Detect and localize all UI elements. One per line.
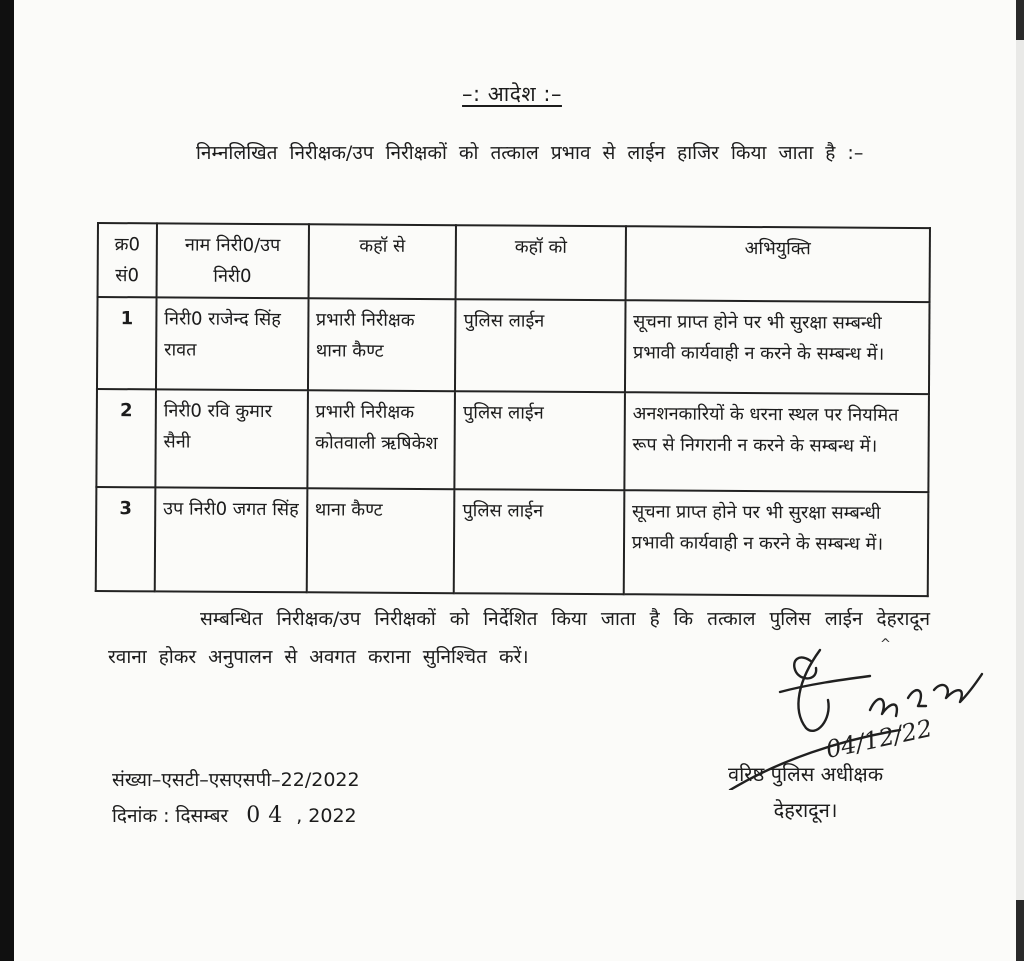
directive-paragraph: सम्बन्धित निरीक्षक/उप निरीक्षकों को निर्देशित किया जाता है कि तत्काल पुलिस लाईन देहरादून रवाना होकर अनुपालन से अवगत कराना सुनिश्चित करें। <box>108 608 930 668</box>
date-label: दिनांक : दिसम्बर <box>112 805 229 827</box>
header-remark: अभियुक्ति <box>625 226 930 302</box>
row-to: पुलिस लाईन <box>454 489 624 594</box>
signature-date: 04/12/22 <box>823 714 935 764</box>
row-name: उप निरी0 जगत सिंह <box>155 487 307 592</box>
caret-mark: ^ <box>880 637 891 652</box>
row-serial: 3 <box>96 487 156 591</box>
order-date <box>112 798 360 834</box>
table-row <box>97 297 930 394</box>
reference-number: संख्या–एसटी–एसएसपी–22/2022 <box>112 769 360 791</box>
row-from: प्रभारी निरीक्षक थाना कैण्ट <box>308 298 456 391</box>
page-edge <box>1016 0 1024 961</box>
signatory-location: देहरादून। <box>773 798 838 822</box>
row-from: थाना कैण्ट <box>306 488 454 593</box>
header-name: नाम निरी0/उप निरी0 <box>156 223 308 298</box>
table-header-row <box>98 223 930 302</box>
order-heading: –: आदेश :– <box>462 82 562 106</box>
signatory-designation: वरिष्ठ पुलिस अधीक्षक <box>728 762 884 786</box>
table-row <box>96 389 929 492</box>
row-from: प्रभारी निरीक्षक कोतवाली ऋषिकेश <box>307 390 455 489</box>
row-name: निरी0 राजेन्द सिंह रावत <box>156 297 308 390</box>
row-remark: सूचना प्राप्त होने पर भी सुरक्षा सम्बन्धी प्रभावी कार्यवाही न करने के सम्बन्ध में। <box>624 490 929 596</box>
header-serial: क्र0 सं0 <box>98 223 157 297</box>
row-name: निरी0 रवि कुमार सैनी <box>155 389 307 488</box>
date-year: , 2022 <box>296 805 357 827</box>
date-day: 04 <box>246 803 291 828</box>
table-row <box>96 487 929 596</box>
header-from: कहॉ से <box>308 224 456 299</box>
intro-paragraph: निम्नलिखित निरीक्षक/उप निरीक्षकों को तत्काल प्रभाव से लाईन हाजिर किया जाता है :– <box>196 142 864 164</box>
row-to: पुलिस लाईन <box>455 391 625 490</box>
row-to: पुलिस लाईन <box>455 299 625 392</box>
header-to: कहॉ को <box>456 225 626 300</box>
reference-block <box>112 762 360 834</box>
row-remark: सूचना प्राप्त होने पर भी सुरक्षा सम्बन्धी प्रभावी कार्यवाही न करने के सम्बन्ध में। <box>625 300 930 394</box>
row-serial: 2 <box>96 389 156 487</box>
row-remark: अनशनकारियों के धरना स्थल पर नियमित रूप से निगरानी न करने के सम्बन्ध में। <box>624 392 929 492</box>
transfer-table <box>95 222 931 597</box>
row-serial: 1 <box>97 297 156 389</box>
handwritten-signature <box>720 640 1000 790</box>
